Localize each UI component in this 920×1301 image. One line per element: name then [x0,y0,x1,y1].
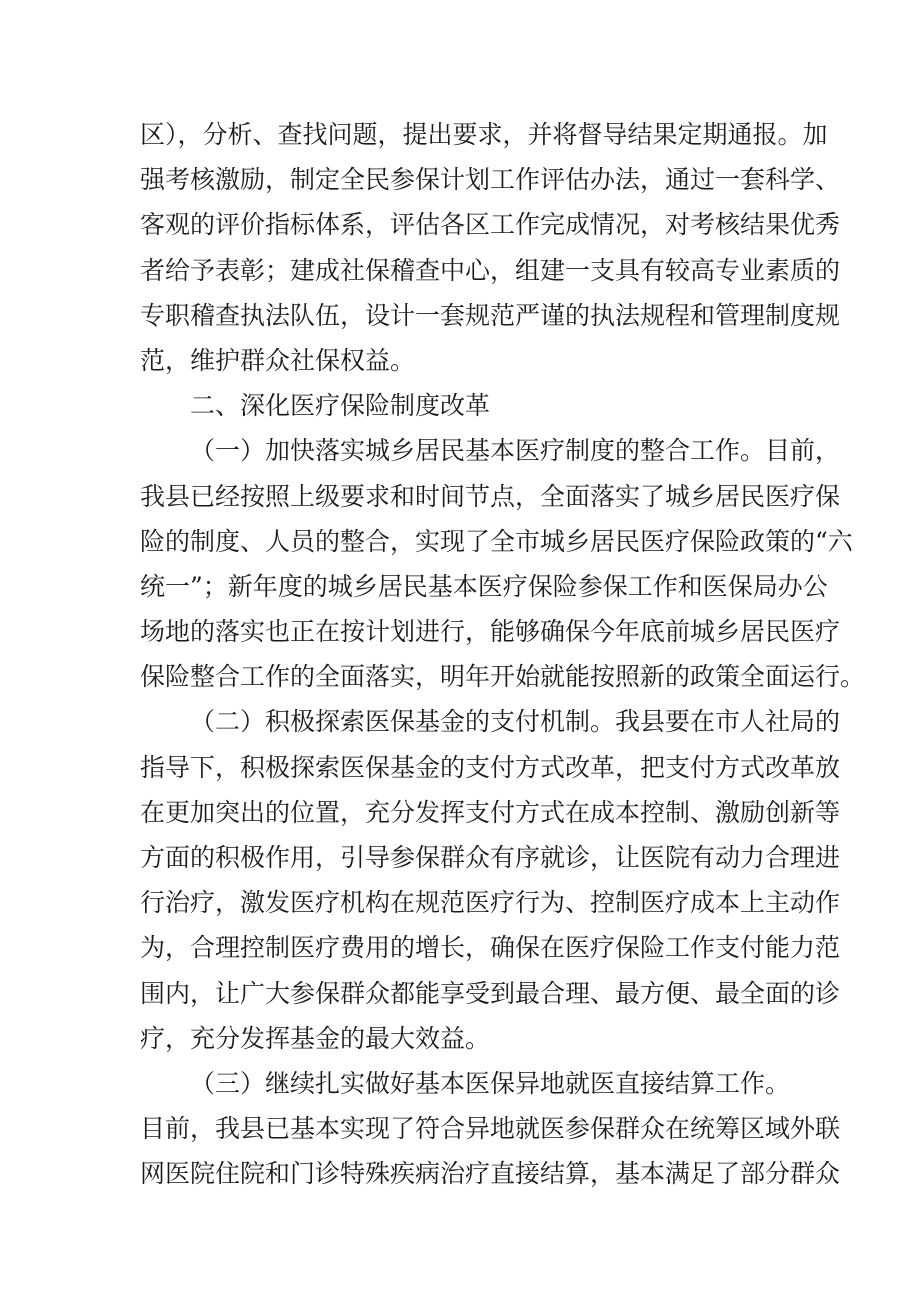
text-line: 疗，充分发挥基金的最大效益。 [140,1023,491,1053]
text-line: 场地的落实也正在按计划进行，能够确保今年底前城乡居民医疗 [140,617,841,647]
text-line: 指导下，积极探索医保基金的支付方式改革，把支付方式改革放 [140,752,841,782]
text-line: 行治疗，激发医疗机构在规范医疗行为、控制医疗成本上主动作 [140,888,841,918]
text-line: 者给予表彰；建成社保稽查中心，组建一支具有较高专业素质的 [140,255,841,285]
text-line: 统一”；新年度的城乡居民基本医疗保险参保工作和医保局办公 [140,571,828,601]
text-line: 在更加突出的位置，充分发挥支付方式在成本控制、激励创新等 [140,797,841,827]
text-line: 险的制度、人员的整合，实现了全市城乡居民医疗保险政策的“六 [140,526,853,556]
text-line: 区），分析、查找问题，提出要求，并将督导结果定期通报。加 [140,120,828,149]
text-line: 围内，让广大参保群众都能享受到最合理、最方便、最全面的诊 [140,978,841,1008]
text-line: （三）继续扎实做好基本医保异地就医直接结算工作。 [190,1068,791,1098]
text-line: （二）积极探索医保基金的支付机制。我县要在市人社局的 [190,707,841,737]
text-line: （一）加快落实城乡居民基本医疗制度的整合工作。目前， [190,436,841,466]
text-line: 我县已经按照上级要求和时间节点，全面落实了城乡居民医疗保 [140,481,841,511]
text-line: 目前，我县已基本实现了符合异地就医参保群众在统筹区域外联 [140,1114,841,1144]
document-body [140,112,866,1197]
text-line: 保险整合工作的全面落实，明年开始就能按照新的政策全面运行。 [140,662,866,692]
text-line: 强考核激励，制定全民参保计划工作评估办法，通过一套科学、 [140,165,841,195]
text-line: 专职稽查执法队伍，设计一套规范严谨的执法规程和管理制度规 [140,300,841,330]
text-line: 范，维护群众社保权益。 [140,345,416,375]
text-line: 网医院住院和门诊特殊疾病治疗直接结算，基本满足了部分群众 [140,1159,841,1189]
text-line: 方面的积极作用，引导参保群众有序就诊，让医院有动力合理进 [140,843,841,872]
text-line: 客观的评价指标体系，评估各区工作完成情况，对考核结果优秀 [140,210,841,240]
text-line: 为，合理控制医疗费用的增长，确保在医疗保险工作支付能力范 [140,933,841,963]
section-heading: 二、深化医疗保险制度改革 [190,391,491,421]
